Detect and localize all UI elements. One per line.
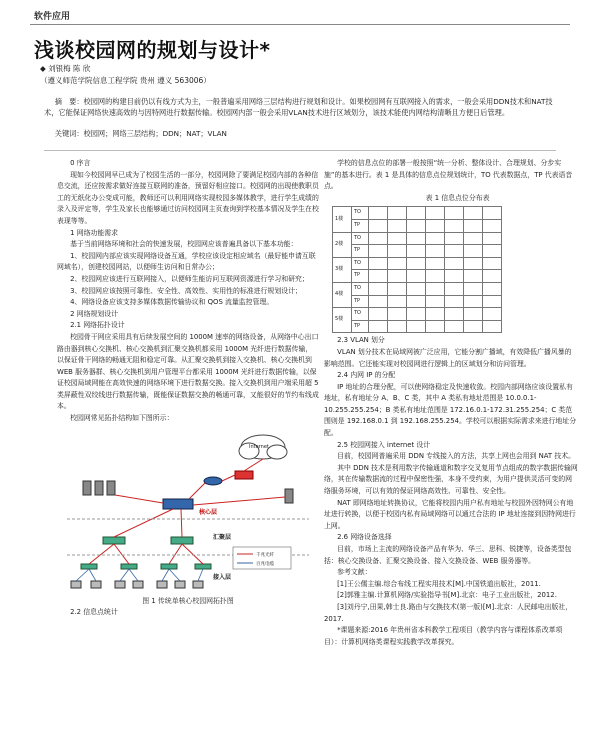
abstract-separator	[44, 150, 556, 151]
table-empty-cell	[445, 207, 464, 220]
aggregation-switch-icon	[171, 537, 193, 544]
section1-item-3: 3、校园网应该按照可靠性、安全性、高效性、实用性的标准进行规划设计；	[70, 286, 302, 295]
table-empty-cell	[445, 308, 464, 321]
section2-6-paragraph: 目前，市场上主流的网络设备产品有华为、华三、思科、锐捷等，设备类型包括：核心交换设备、汇聚交换设备、接入交换设备、WEB 服务器等。	[324, 545, 572, 565]
table-code-cell: TP	[352, 270, 369, 283]
section2-6-heading: 2.6 网络设备选择	[337, 533, 392, 542]
pc-icon	[175, 581, 185, 588]
table-code-cell: TP	[352, 295, 369, 308]
section2-heading: 2 网络规划设计	[70, 309, 119, 318]
table-empty-cell	[464, 232, 483, 245]
table-floor-cell: 4楼	[333, 282, 352, 307]
server-icon	[285, 489, 293, 503]
table-empty-cell	[483, 308, 502, 321]
table-code-cell: TP	[352, 320, 369, 333]
aggregation-layer-label: 汇聚层	[213, 533, 232, 541]
intro-paragraph: 现如今校园网早已成为了校园生活的一部分，校园网除了要满足校园内部的各种信息交流，还应按需求做好连接互联网的准备，预留好相应接口。校园网的出现使教职员工的无纸化办公变成可能，教师还可以利用网络实现校园多媒体教学，进行学生成绩的录入及评定等，学生及家长也能够通过访问校园网主页查询到学校基本情况及学生在校表现等等。	[57, 170, 319, 225]
table-empty-cell	[407, 295, 426, 308]
left-column	[57, 158, 319, 619]
table-empty-cell	[407, 257, 426, 270]
server-icon	[83, 481, 91, 495]
table-empty-cell	[407, 245, 426, 258]
server-icon	[95, 481, 103, 495]
table-empty-cell	[407, 207, 426, 220]
table-empty-cell	[483, 232, 502, 245]
access-switch-icon	[161, 564, 177, 569]
table-empty-cell	[483, 270, 502, 283]
pc-icon	[71, 581, 81, 588]
table-empty-cell	[407, 308, 426, 321]
table-empty-cell	[388, 282, 407, 295]
reference-item: [2]郭雅主编.计算机网络/实验指导书[M].北京：电子工业出版社，2012.	[337, 591, 557, 600]
info-point-table	[332, 206, 502, 333]
figure-intro: 校园网常见拓扑结构如下图所示：	[70, 414, 174, 423]
table-row	[333, 282, 502, 295]
table-empty-cell	[464, 219, 483, 232]
table-empty-cell	[388, 207, 407, 220]
topology-figure	[63, 429, 313, 595]
copper-links	[76, 569, 203, 581]
table-code-cell: TO	[352, 308, 369, 321]
table-empty-cell	[426, 295, 445, 308]
table-empty-cell	[426, 320, 445, 333]
table-empty-cell	[369, 282, 388, 295]
table-row	[333, 295, 502, 308]
table-empty-cell	[483, 207, 502, 220]
pc-icon	[157, 581, 167, 588]
table-empty-cell	[369, 245, 388, 258]
table-row	[333, 257, 502, 270]
section2-5-paragraph-1: 目前，校园网普遍采用 DDN 专线接入的方法，共享上网也会用到 NAT 技术。	[337, 452, 576, 461]
section2-3-paragraph: VLAN 划分技术在局域网被广泛应用，它能分割广播域，有效降低广播风暴的影响范围。它还能实现对校园网进行逻辑上的区域划分和访问管理。	[324, 347, 572, 368]
header-rule	[30, 24, 570, 25]
table-empty-cell	[388, 295, 407, 308]
table-empty-cell	[445, 270, 464, 283]
table-empty-cell	[426, 207, 445, 220]
table-empty-cell	[445, 295, 464, 308]
section2-4-heading: 2.4 内网 IP 的分配	[337, 371, 396, 380]
table-empty-cell	[445, 320, 464, 333]
topology-diagram	[63, 429, 313, 595]
table-empty-cell	[388, 308, 407, 321]
article-abstract: 摘 要：校园网的构建目前仍以有线方式为主，一般普遍采用网络三层结构进行规划和设计。如果校园网有互联网接入的需求，一般会采用DDN技术和NAT技术，它能保证网络快速高效的与因特网进行数据传输。校园网内部一般会采用VLAN技术进行区域划分，该技术能使内网结构清晰且方便日后管理。	[44, 97, 553, 117]
section1-item-4: 4、网络设备应该支持多媒体数据传输协议和 QOS 流量监控管理。	[70, 298, 274, 307]
table-row	[333, 219, 502, 232]
table-empty-cell	[464, 257, 483, 270]
section1-intro: 基于当前网络环境和社会的快速发展，校园网应该普遍具备以下基本功能：	[70, 240, 298, 249]
table-empty-cell	[483, 219, 502, 232]
table-row	[333, 308, 502, 321]
table-empty-cell	[426, 245, 445, 258]
table-empty-cell	[426, 270, 445, 283]
table-empty-cell	[388, 219, 407, 232]
router-icon	[204, 477, 222, 485]
table-caption: 表 1 信息点位分布表	[425, 193, 490, 202]
table-empty-cell	[483, 320, 502, 333]
section2-2-heading: 2.2 信息点统计	[70, 608, 118, 617]
table-empty-cell	[369, 308, 388, 321]
table-empty-cell	[483, 295, 502, 308]
table-empty-cell	[388, 257, 407, 270]
section2-5-heading: 2.5 校园网接入 internet 设计	[337, 440, 431, 449]
table-row	[333, 232, 502, 245]
table-empty-cell	[483, 257, 502, 270]
table-empty-cell	[388, 245, 407, 258]
section2-1-paragraph: 校园骨干网应采用具有后续发展空间的 1000M 速率的网络设备，从网络中心出口路由器到核心交换机、核心交换机到汇聚交换机都采用 1000M 光纤进行数据传输，以保证骨干网络的畅通无阻和稳定可靠。从汇聚交换机到接入交换机、核心交换机到 WEB 服务器群、核心交换机到用户管理平台都采用 1000M 光纤进行数据传输，以保证校园局域网能在高效快速的网络环境下进行数据交换。接入交换机到用户端采用超 5 类屏蔽性双绞线进行数据传输，既能保证数据交换的畅通可靠，又能很好的节约布线成本。	[57, 332, 319, 411]
section2-5-paragraph-2: 其中 DDN 技术是利用数字传输通道和数字交叉复用节点组成的数字数据传输网络，其在传输数据流的过程中保密性强，本身不受约束，为用户提供灵活可变的网络服务环境，可以有效的保证网络高效性、可靠性、安全性。	[324, 463, 578, 496]
table-empty-cell	[407, 282, 426, 295]
table-empty-cell	[426, 308, 445, 321]
table-empty-cell	[426, 219, 445, 232]
table-empty-cell	[426, 282, 445, 295]
table-row	[333, 270, 502, 283]
table-empty-cell	[464, 245, 483, 258]
section2-1-heading: 2.1 网络拓扑设计	[70, 321, 125, 330]
aggregation-switch-icon	[103, 537, 125, 544]
table-code-cell: TO	[352, 232, 369, 245]
table-empty-cell	[388, 320, 407, 333]
pc-icon	[193, 581, 203, 588]
table-empty-cell	[445, 245, 464, 258]
internet-label: Internet	[249, 443, 269, 450]
table-empty-cell	[369, 295, 388, 308]
table-code-cell: TO	[352, 257, 369, 270]
table-floor-cell: 5楼	[333, 308, 352, 333]
reference-item: [1]王公儒主编.综合布线工程实用技术[M].中国铁道出版社，2011.	[337, 579, 541, 588]
table-empty-cell	[388, 270, 407, 283]
table-empty-cell	[388, 232, 407, 245]
legend-copper-label: 百兆电缆	[256, 561, 274, 567]
section2-4-paragraph: IP 地址的合理分配，可以使网络稳定及快速收敛。校园内部网络应该设置私有地址，私有地址分 A、B、C 类，其中 A 类私有地址范围是 10.0.0.1-10.255.255.254；B 类私有地址范围是 172.16.0.1-172.31.255.254；C 类范围则是 192.168.0.1 到 192.168.255.254。学校可以根据实际需求来进行地址分配。	[324, 382, 577, 438]
table-code-cell: TP	[352, 245, 369, 258]
article-title: 浅谈校园网的规划与设计*	[34, 38, 271, 62]
table-empty-cell	[407, 270, 426, 283]
right-column	[324, 158, 578, 648]
table-empty-cell	[407, 320, 426, 333]
section2-5-paragraph-3: NAT 即网络地址转换协议，它能将校园内用户私有地址与校园外因特网公有地址进行转换，以便于校园内私有局域网络可以通过合法的 IP 地址连接到因特网进行上网。	[324, 498, 576, 530]
table-row	[333, 320, 502, 333]
references-heading: 参考文献：	[337, 568, 372, 577]
table-empty-cell	[445, 257, 464, 270]
access-switch-icon	[81, 564, 97, 569]
table-empty-cell	[426, 257, 445, 270]
table-empty-cell	[369, 257, 388, 270]
table-empty-cell	[445, 219, 464, 232]
table-code-cell: TP	[352, 219, 369, 232]
table-empty-cell	[464, 295, 483, 308]
figure-caption: 图 1 传统单核心校园网拓扑图	[142, 596, 234, 605]
table-empty-cell	[445, 282, 464, 295]
section2-2-paragraph: 学校的信息点位的部署一般按照“统一分析、整体设计、合理规划、分步实施”的基本进行。表 1 是具体的信息点位规划统计，TO 代表数据点，TP 代表语音点。	[324, 159, 573, 191]
table-empty-cell	[369, 232, 388, 245]
table-floor-cell: 3楼	[333, 257, 352, 282]
pc-icon	[91, 581, 101, 588]
table-code-cell: TO	[352, 282, 369, 295]
section1-item-1: 1、校园网内部应该实现网络设备互通，学校应该设定相应域名（最好能申请互联网域名），创建校园网站，以便师生访问和日常办公；	[57, 251, 316, 272]
journal-section-header: 软件应用	[34, 12, 71, 22]
firewall-icon	[235, 471, 253, 479]
table-empty-cell	[369, 219, 388, 232]
core-layer-label: 核心层	[199, 508, 218, 516]
table-empty-cell	[407, 232, 426, 245]
pc-icon	[115, 581, 125, 588]
table-row	[333, 207, 502, 220]
table-empty-cell	[426, 232, 445, 245]
pc-icon	[133, 581, 143, 588]
intro-heading: 0 序言	[70, 159, 91, 167]
section1-item-2: 2、校园网应该进行互联网接入，以便师生能访问互联网资源进行学习和研究；	[70, 274, 309, 283]
article-authors: ◆ 刘银梅 陈 欣	[40, 64, 91, 73]
article-affiliation: （遵义师范学院信息工程学院 贵州 遵义 563006）	[40, 76, 211, 85]
access-switch-icon	[195, 564, 211, 569]
table-floor-cell: 1楼	[333, 207, 352, 232]
server-icon	[107, 481, 115, 495]
table-empty-cell	[464, 282, 483, 295]
section1-heading: 1 网络功能需求	[70, 228, 119, 237]
table-empty-cell	[369, 320, 388, 333]
table-floor-cell: 2楼	[333, 232, 352, 257]
core-switch-icon	[163, 499, 193, 509]
funding-note: *课题来源:2016 年贵州省本科教学工程项目（教学内容与课程体系改革项目）：计算机网络类课程实践教学改革探究。	[324, 626, 563, 646]
section2-3-heading: 2.3 VLAN 划分	[337, 336, 385, 345]
table-empty-cell	[483, 245, 502, 258]
table-empty-cell	[483, 282, 502, 295]
table-empty-cell	[464, 270, 483, 283]
table-code-cell: TO	[352, 207, 369, 220]
table-empty-cell	[464, 320, 483, 333]
table-row	[333, 245, 502, 258]
table-empty-cell	[445, 232, 464, 245]
table-empty-cell	[369, 270, 388, 283]
table-empty-cell	[464, 207, 483, 220]
table-empty-cell	[369, 207, 388, 220]
access-switch-icon	[121, 564, 137, 569]
reference-item: [3]刘丹宁,田果,韩士良.路由与交换技术(第一版)[M].北京：人民邮电出版社，2017.	[324, 602, 573, 623]
access-layer-label: 接入层	[213, 573, 232, 581]
table-empty-cell	[407, 219, 426, 232]
article-keywords: 关键词：校园网；网络三层结构；DDN；NAT；VLAN	[54, 129, 227, 138]
table-empty-cell	[464, 308, 483, 321]
legend-fiber-label: 千兆光纤	[256, 552, 274, 558]
